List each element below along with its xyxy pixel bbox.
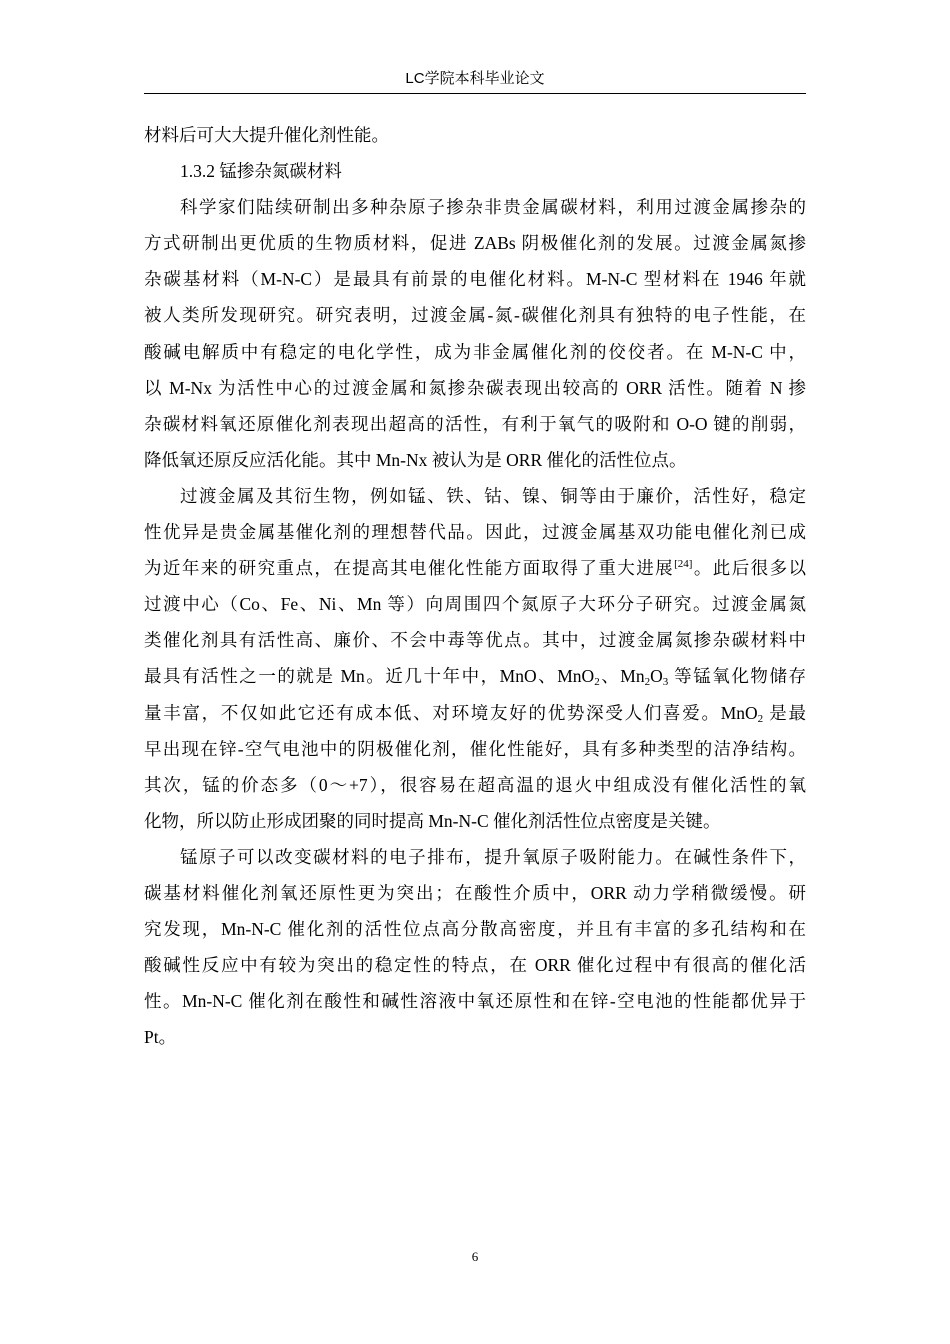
paragraph-line: 锰原子可以改变碳材料的电子排布，提升氧原子吸附能力。在碱性条件下， xyxy=(180,846,806,867)
paragraph-line: 类催化剂具有活性高、廉价、不会中毒等优点。其中，过渡金属氮掺杂碳材料中 xyxy=(144,630,806,651)
paragraph-line: 酸碱电解质中有稳定的电化学性，成为非金属催化剂的佼佼者。在 M-N-C 中， xyxy=(144,341,806,362)
paragraph-line: 过渡中心（Co、Fe、Ni、Mn 等）向周围四个氮原子大环分子研究。过渡金属氮 xyxy=(144,594,806,615)
document-body xyxy=(144,117,806,1055)
text-run: 。此后很多以 xyxy=(692,558,807,579)
citation-reference: [24] xyxy=(674,558,693,571)
paragraph-line: 其次，锰的价态多（0～+7），很容易在超高温的退火中组成没有催化活性的氧 xyxy=(144,774,806,795)
paragraph-line: Pt。 xyxy=(144,1027,177,1048)
paragraph-line: 方式研制出更优质的生物质材料，促进 ZABs 阴极催化剂的发展。过渡金属氮掺 xyxy=(144,233,806,254)
text-run: 量丰富，不仅如此它还有成本低、对环境友好的优势深受人们喜爱。MnO xyxy=(144,702,758,723)
paragraph-line: 酸碱性反应中有较为突出的稳定性的特点，在 ORR 催化过程中有很高的催化活 xyxy=(144,955,806,976)
paragraph-line: 性。Mn-N-C 催化剂在酸性和碱性溶液中氧还原性和在锌-空电池的性能都优异于 xyxy=(144,991,806,1012)
subscript: 2 xyxy=(594,676,600,689)
text-run: 为近年来的研究重点，在提高其电催化性能方面取得了重大进展 xyxy=(144,558,675,579)
text-run: 最具有活性之一的就是 Mn。近几十年中，MnO、MnO xyxy=(144,666,595,687)
section-heading: 1.3.2 锰掺杂氮碳材料 xyxy=(180,161,342,182)
text-run: 等锰氧化物储存 xyxy=(668,666,806,687)
paragraph-line: 杂碳材料氧还原催化剂表现出超高的活性，有利于氧气的吸附和 O-O 键的削弱， xyxy=(144,413,806,434)
paragraph-line: 被人类所发现研究。研究表明，过渡金属-氮-碳催化剂具有独特的电子性能，在 xyxy=(144,305,806,326)
running-header-title: LC学院本科毕业论文 xyxy=(405,70,545,87)
paragraph-line: 早出现在锌-空气电池中的阴极催化剂，催化性能好，具有多种类型的洁净结构。 xyxy=(144,738,806,759)
paragraph-line: 碳基材料催化剂氧还原性更为突出；在酸性介质中，ORR 动力学稍微缓慢。研 xyxy=(144,882,806,903)
subscript: 2 xyxy=(644,676,651,689)
paragraph-line: 科学家们陆续研制出多种杂原子掺杂非贵金属碳材料，利用过渡金属掺杂的 xyxy=(180,197,806,218)
paragraph-line: 降低氧还原反应活化能。其中 Mn-Nx 被认为是 ORR 催化的活性位点。 xyxy=(144,449,687,470)
text-run: 、Mn xyxy=(599,666,645,687)
paragraph-line xyxy=(144,695,806,731)
paragraph-line: 化物，所以防止形成团聚的同时提高 Mn-N-C 催化剂活性位点密度是关键。 xyxy=(144,810,721,831)
text-run: 是最 xyxy=(763,702,806,723)
subscript: 2 xyxy=(757,712,764,725)
paragraph-line: 材料后可大大提升催化剂性能。 xyxy=(144,125,389,145)
text-run: O xyxy=(650,666,663,687)
paragraph-line: 性优异是贵金属基催化剂的理想替代品。因此，过渡金属基双功能电催化剂已成 xyxy=(144,522,806,543)
paragraph-line xyxy=(144,550,806,586)
paragraph-line: 究发现，Mn-N-C 催化剂的活性位点高分散高密度，并且有丰富的多孔结构和在 xyxy=(144,919,806,940)
header-divider xyxy=(144,93,806,94)
paragraph-line: 以 M-Nx 为活性中心的过渡金属和氮掺杂碳表现出较高的 ORR 活性。随着 N 掺 xyxy=(144,377,806,398)
subscript: 3 xyxy=(662,676,669,689)
page-number: 6 xyxy=(471,1249,479,1264)
paragraph-line: 过渡金属及其衍生物，例如锰、铁、钴、镍、铜等由于廉价，活性好，稳定 xyxy=(180,485,806,506)
paragraph-line xyxy=(144,658,806,694)
paragraph-line: 杂碳基材料（M-N-C）是最具有前景的电催化材料。M-N-C 型材料在 1946 年就 xyxy=(144,269,806,290)
